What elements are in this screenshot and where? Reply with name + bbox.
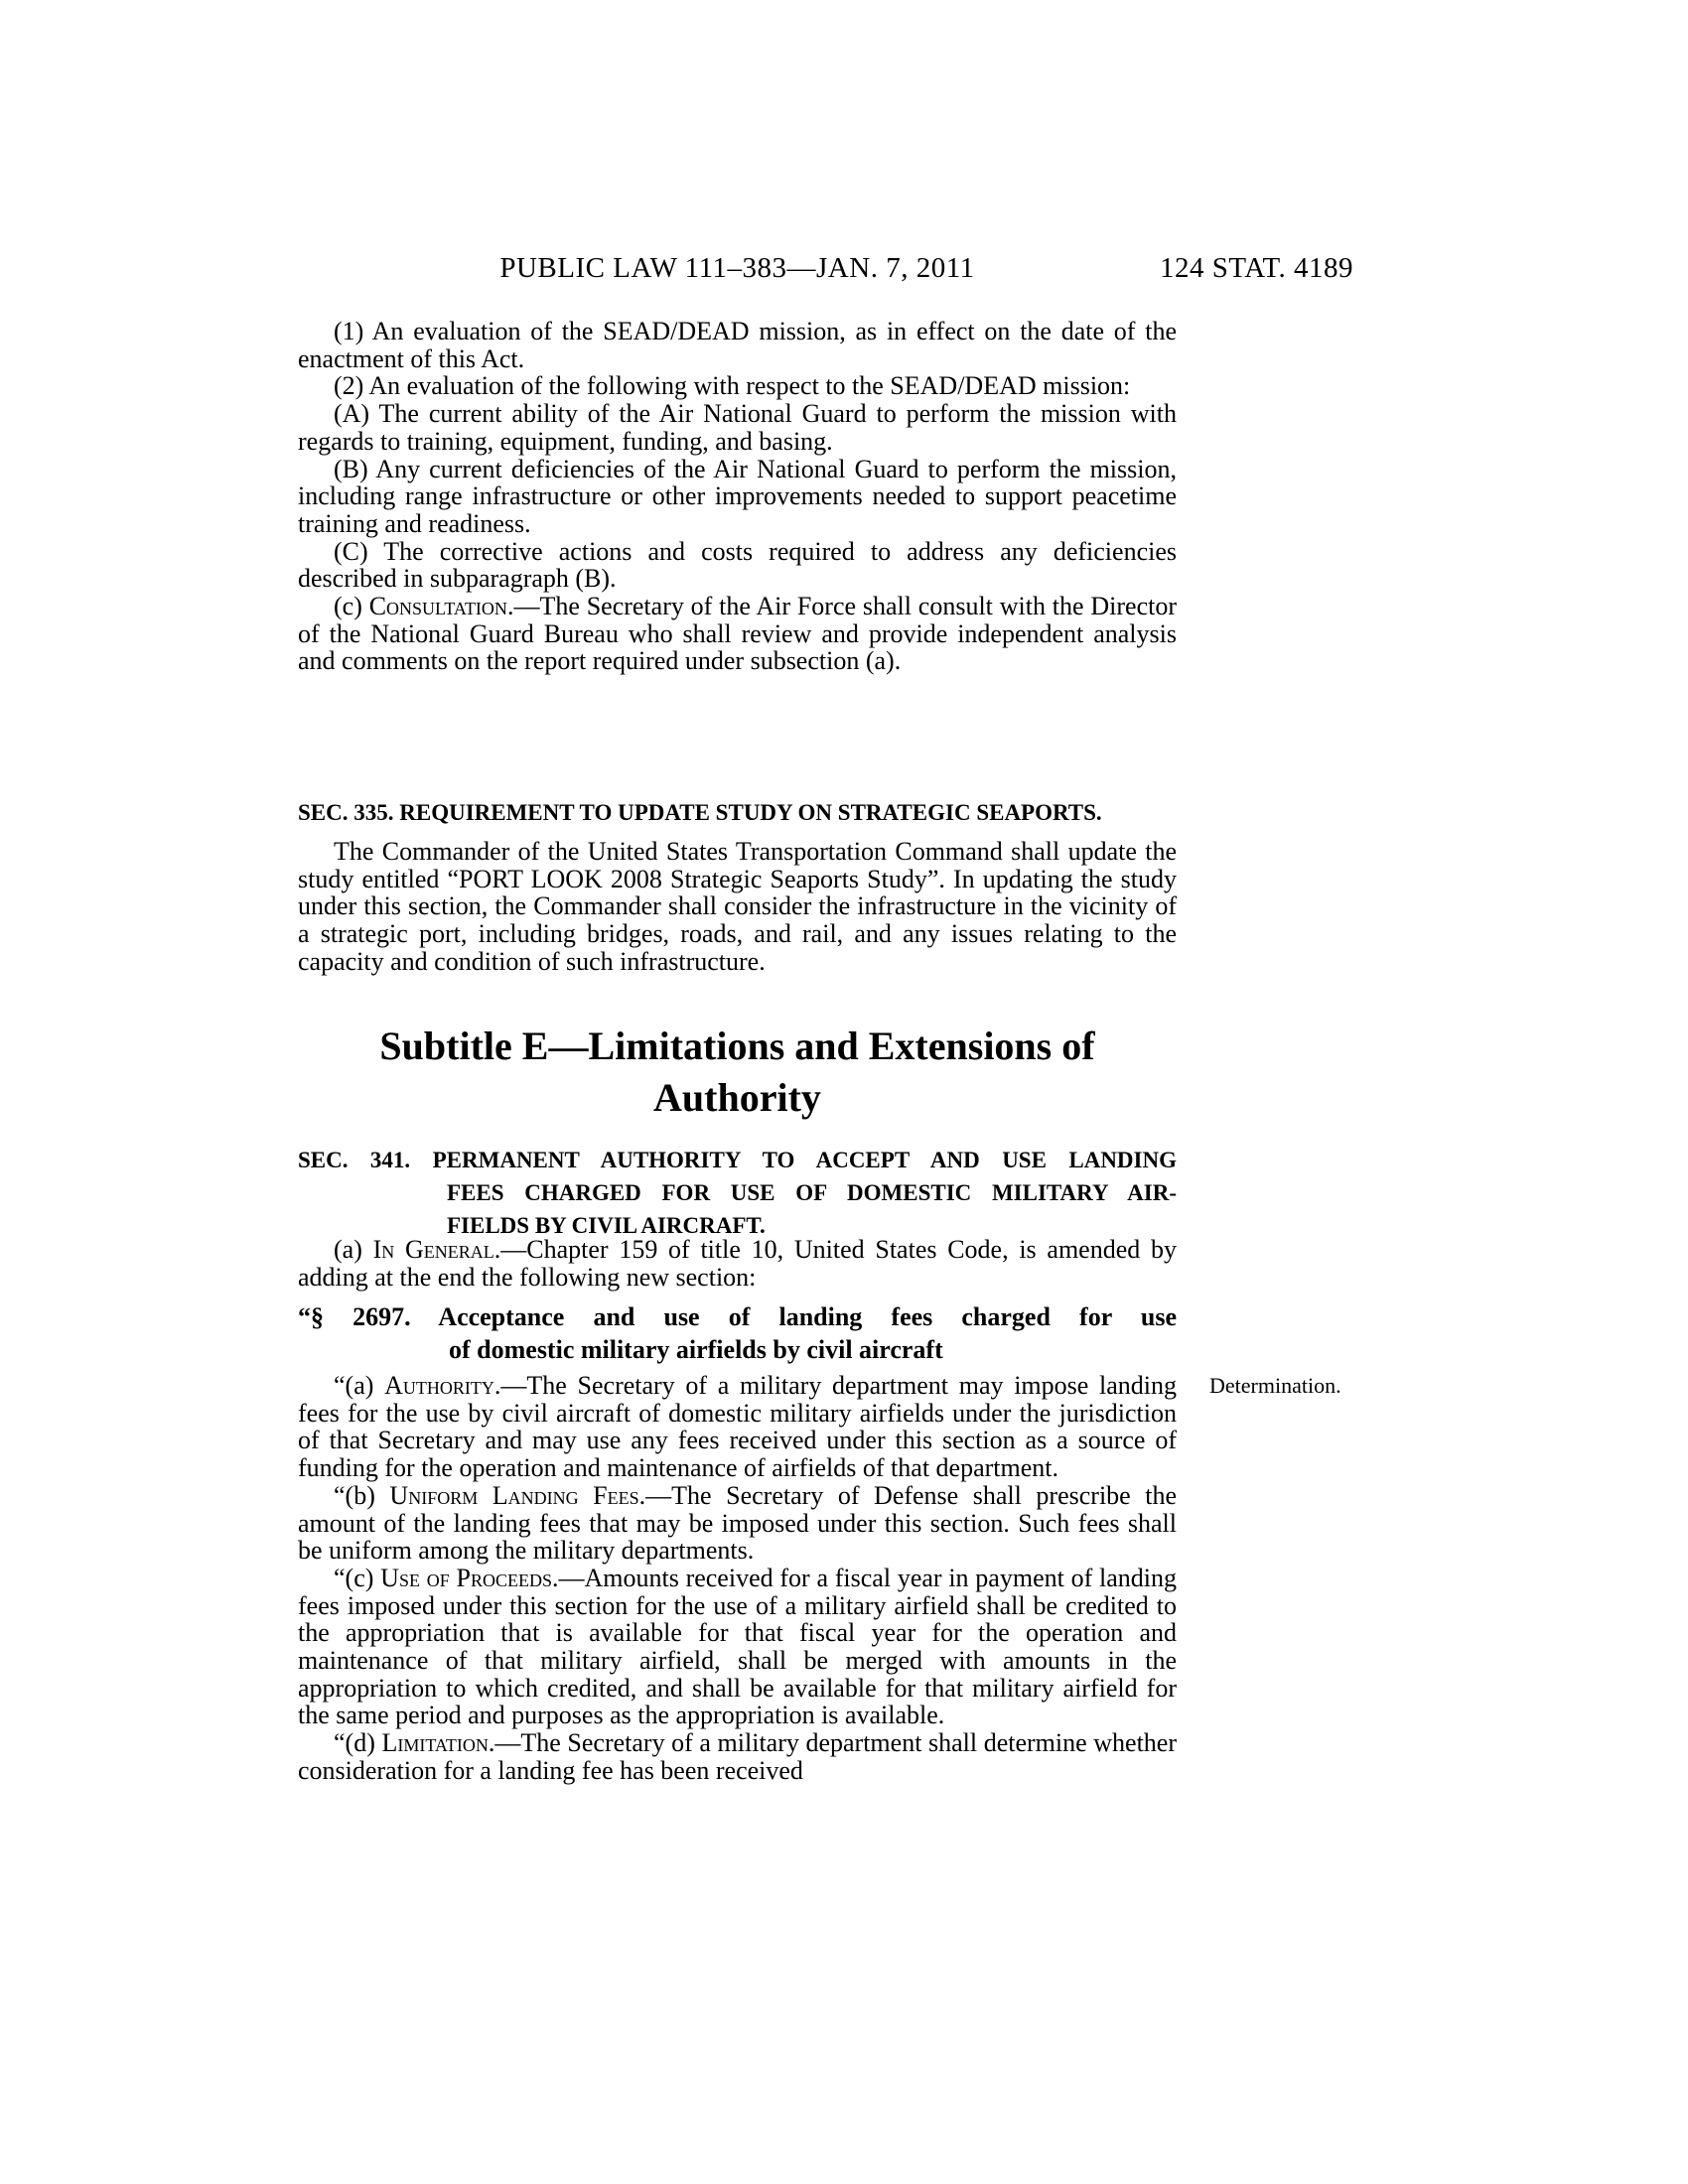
running-head-law-title: PUBLIC LAW 111–383—JAN. 7, 2011 bbox=[499, 252, 975, 284]
para-label: “(d) bbox=[334, 1728, 382, 1758]
defined-term: Authority bbox=[384, 1371, 494, 1400]
paragraph-2697-d bbox=[298, 1729, 1177, 1784]
heading-line-1: SEC. 341. PERMANENT AUTHORITY TO ACCEPT AND USE LANDING bbox=[298, 1148, 1177, 1172]
para-text: .—The Secretary of a military department may impose landing fees for the use by civil aircraft of domestic military airfields under the jurisdiction of that Secretary and may use any fees received under this section as a source of funding for the operation and maintenance of airfields of that department. bbox=[298, 1371, 1178, 1483]
paragraph-2697-c bbox=[298, 1565, 1177, 1729]
paragraph-2697-a bbox=[298, 1372, 1177, 1482]
paragraph-consultation bbox=[298, 593, 1177, 675]
para-label: “(a) bbox=[334, 1371, 385, 1400]
subtitle-heading-line-1: Subtitle E—Limitations and Extensions of bbox=[379, 1024, 1095, 1068]
para-label: “(b) bbox=[334, 1480, 390, 1510]
subparagraph-A: (A) The current ability of the Air National Guard to perform the mission with regards to training, equipment, funding, and basing. bbox=[298, 399, 1177, 456]
defined-term: In General bbox=[372, 1235, 494, 1264]
stat-page-number: 124 STAT. 4189 bbox=[1160, 252, 1354, 284]
para-label: (a) bbox=[334, 1235, 373, 1264]
section-2697-body bbox=[298, 1371, 1341, 1785]
heading-line: SEC. 335. REQUIREMENT TO UPDATE STUDY ON STRATEGIC SEAPORTS. bbox=[298, 800, 1102, 825]
catchline-line-2: of domestic military airfields by civil aircraft bbox=[449, 1335, 943, 1364]
defined-term: Consultation bbox=[368, 592, 507, 621]
subtitle-heading-line-2: Authority bbox=[653, 1075, 821, 1120]
defined-term: Uniform Landing Fees bbox=[389, 1480, 639, 1510]
subtitle-e-heading bbox=[298, 1021, 1177, 1124]
section-335-heading bbox=[298, 796, 1177, 829]
catchline-line-1: “§ 2697. Acceptance and use of landing fees charged for use bbox=[298, 1302, 1177, 1331]
subparagraph-C: (C) The corrective actions and costs required to address any deficiencies described in subparagraph (B). bbox=[298, 536, 1177, 594]
heading-line-2: FEES CHARGED FOR USE OF DOMESTIC MILITARY AIR- bbox=[447, 1180, 1177, 1205]
para-text: .—The Secretary of a military department shall determine whether consideration for a landing fee has been received bbox=[298, 1728, 1178, 1785]
defined-term: Limitation bbox=[381, 1728, 489, 1758]
section-334-amendment-list bbox=[298, 318, 1177, 675]
para-text: .—Amounts received for a fiscal year in payment of landing fees imposed under this section for the use of a military airfield shall be credited to the appropriation that is available for that fiscal year for the operation and maintenance of that military airfield, shall be merged with amounts in the appropriation to which credited, and shall be available for that military airfield for the same period and purposes as the appropriation is available. bbox=[298, 1563, 1178, 1730]
heading-line-3: FIELDS BY CIVIL AIRCRAFT. bbox=[447, 1213, 766, 1238]
paragraph-in-general bbox=[298, 1236, 1177, 1291]
section-341-heading bbox=[298, 1144, 1177, 1242]
subparagraph-B: (B) Any current deficiencies of the Air National Guard to perform the mission, including range infrastructure or other improvements needed to support peacetime training and readiness. bbox=[298, 454, 1177, 538]
section-2697-catchline bbox=[298, 1300, 1177, 1366]
para-text: .—The Secretary of Defense shall prescribe the amount of the landing fees that may be imposed under this section. Such fees shall be uniform among the military departments. bbox=[298, 1480, 1178, 1566]
paragraph-commander: The Commander of the United States Transportation Command shall update the study entitled “PORT LOOK 2008 Strategic Seaports Study”. In updating the study under this section, the Commander shall consider the infrastructure in the vicinity of a strategic port, including bridges, roads, and rail, and any issues relating to the capacity and condition of such infrastructure. bbox=[298, 837, 1177, 976]
para-label: “(c) bbox=[334, 1563, 381, 1592]
section-335-body bbox=[298, 838, 1177, 976]
paragraph-1: (1) An evaluation of the SEAD/DEAD mission, as in effect on the date of the enactment of this Act. bbox=[298, 317, 1177, 373]
para-label: (c) bbox=[334, 592, 369, 621]
para-text: .—Chapter 159 of title 10, United States Code, is amended by adding at the end the following new section: bbox=[298, 1235, 1177, 1292]
paragraph-in-general-text bbox=[298, 1236, 1177, 1291]
paragraph-2: (2) An evaluation of the following with respect to the SEAD/DEAD mission: bbox=[334, 371, 1131, 401]
defined-term: Use of Proceeds bbox=[380, 1563, 552, 1592]
margin-note-determination: Determination. bbox=[1209, 1373, 1341, 1398]
para-text: .—The Secretary of the Air Force shall consult with the Director of the National Guard Bureau who shall review and provide independent analysis and comments on the report required under subsection (a). bbox=[298, 592, 1177, 676]
paragraph-2697-b bbox=[298, 1482, 1177, 1565]
